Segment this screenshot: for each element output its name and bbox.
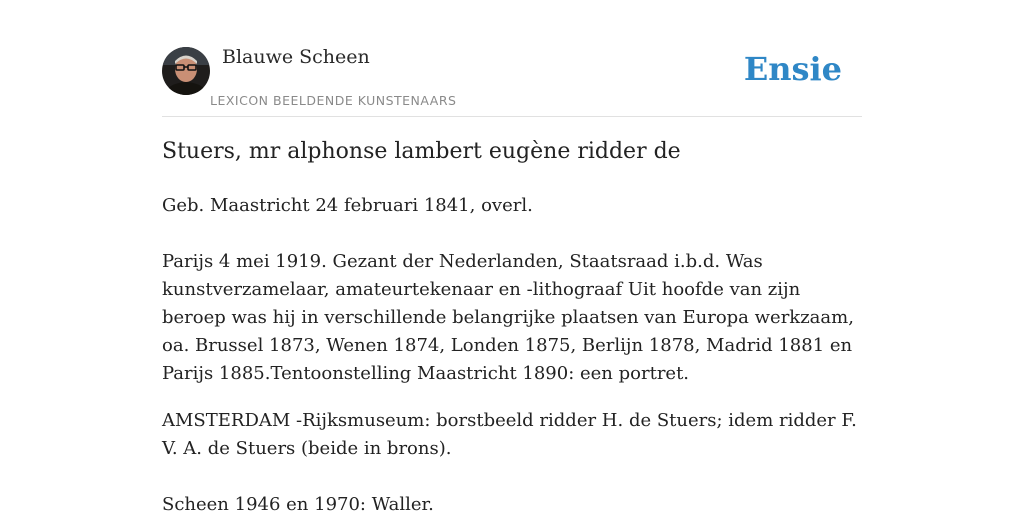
author-name[interactable]: Blauwe Scheen	[222, 46, 370, 68]
avatar-photo	[162, 47, 210, 95]
paragraph-collection: AMSTERDAM -Rijksmuseum: borstbeeld ridder H. de Stuers; idem ridder F. V. A. de Stuers (beide in brons).	[162, 410, 857, 459]
paragraph-biography: Parijs 4 mei 1919. Gezant der Nederlanden, Staatsraad i.b.d. Was kunstverzamelaar, amateurtekenaar en -lithograaf Uit hoofde van zijn beroep was hij in verschillende belangrijke plaatsen van Europa werkzaam, oa. Brussel 1873, Wenen 1874, Londen 1875, Berlijn 1878, Madrid 1881 en Parijs 1885.Tentoonstelling Maastricht 1890: een portret.	[162, 251, 854, 384]
avatar[interactable]	[162, 47, 210, 95]
article-body	[162, 192, 862, 512]
category-label[interactable]: LEXICON BEELDENDE KUNSTENAARS	[210, 93, 457, 108]
paragraph-birth: Geb. Maastricht 24 februari 1841, overl.	[162, 195, 533, 216]
article-title: Stuers, mr alphonse lambert eugène ridder de	[162, 139, 681, 164]
article-header	[162, 46, 862, 117]
paragraph-sources: Scheen 1946 en 1970: Waller.	[162, 494, 434, 512]
brand-logo[interactable]: Ensie	[743, 50, 842, 88]
